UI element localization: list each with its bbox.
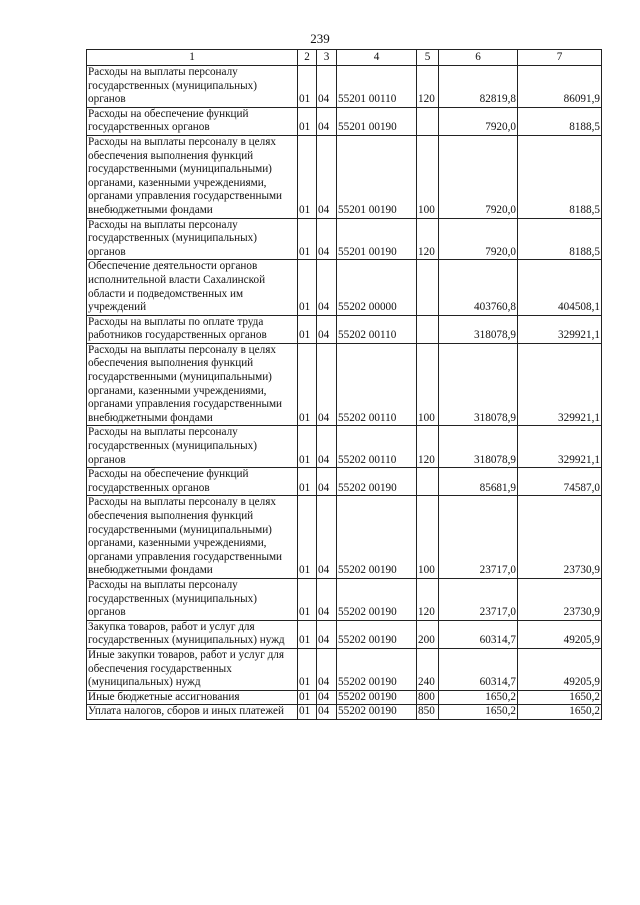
cell-section: 01 (298, 690, 317, 705)
table-body (87, 66, 602, 720)
cell-amount-year-1: 1650,2 (439, 690, 518, 705)
table-row (87, 260, 602, 315)
cell-amount-year-1: 1650,2 (439, 705, 518, 720)
cell-amount-year-1: 403760,8 (439, 260, 518, 315)
cell-amount-year-1: 7920,0 (439, 135, 518, 218)
cell-amount-year-1: 318078,9 (439, 315, 518, 343)
cell-subsection: 04 (317, 578, 337, 620)
header-row (87, 50, 602, 66)
cell-amount-year-2: 49205,9 (518, 648, 602, 690)
cell-target-article: 55202 00190 (337, 705, 417, 720)
cell-target-article: 55202 00190 (337, 690, 417, 705)
cell-amount-year-2: 329921,1 (518, 343, 602, 426)
cell-section: 01 (298, 620, 317, 648)
cell-subsection: 04 (317, 260, 337, 315)
cell-name: Иные бюджетные ассигнования (87, 690, 298, 705)
cell-subsection: 04 (317, 648, 337, 690)
cell-amount-year-1: 318078,9 (439, 426, 518, 468)
cell-subsection: 04 (317, 218, 337, 260)
cell-amount-year-1: 23717,0 (439, 578, 518, 620)
cell-amount-year-1: 82819,8 (439, 66, 518, 108)
table-row (87, 648, 602, 690)
table-row (87, 496, 602, 579)
cell-target-article: 55202 00110 (337, 315, 417, 343)
cell-amount-year-2: 86091,9 (518, 66, 602, 108)
cell-target-article: 55201 00110 (337, 66, 417, 108)
table-row (87, 468, 602, 496)
cell-name: Иные закупки товаров, работ и услуг для обеспечения государственных (муниципальных) нужд (87, 648, 298, 690)
cell-section: 01 (298, 218, 317, 260)
cell-name: Расходы на выплаты персоналу в целях обеспечения выполнения функций государственными (муниципальными) органами, казенными учреждениями, органами управления государственными внебюджетными фондами (87, 343, 298, 426)
cell-section: 01 (298, 648, 317, 690)
header-col-7: 7 (518, 50, 602, 66)
cell-name: Расходы на выплаты персоналу государственных (муниципальных) органов (87, 426, 298, 468)
table-row (87, 620, 602, 648)
cell-name: Расходы на обеспечение функций государственных органов (87, 468, 298, 496)
cell-section: 01 (298, 426, 317, 468)
cell-amount-year-2: 23730,9 (518, 578, 602, 620)
cell-amount-year-2: 1650,2 (518, 690, 602, 705)
cell-amount-year-1: 7920,0 (439, 218, 518, 260)
cell-amount-year-2: 8188,5 (518, 107, 602, 135)
cell-target-article: 55201 00190 (337, 107, 417, 135)
cell-subsection: 04 (317, 496, 337, 579)
budget-table (86, 49, 602, 720)
cell-amount-year-2: 1650,2 (518, 705, 602, 720)
cell-target-article: 55202 00190 (337, 468, 417, 496)
cell-section: 01 (298, 578, 317, 620)
cell-amount-year-2: 8188,5 (518, 218, 602, 260)
cell-target-article: 55202 00190 (337, 496, 417, 579)
cell-target-article: 55201 00190 (337, 135, 417, 218)
cell-amount-year-2: 74587,0 (518, 468, 602, 496)
page-number: 239 (310, 31, 330, 46)
cell-expense-type: 100 (417, 135, 439, 218)
cell-subsection: 04 (317, 66, 337, 108)
cell-expense-type: 100 (417, 496, 439, 579)
cell-name: Расходы на выплаты персоналу государственных (муниципальных) органов (87, 578, 298, 620)
cell-name: Расходы на выплаты персоналу в целях обеспечения выполнения функций государственными (муниципальными) органами, казенными учреждениями, органами управления государственными внебюджетными фондами (87, 496, 298, 579)
cell-amount-year-1: 23717,0 (439, 496, 518, 579)
cell-amount-year-1: 318078,9 (439, 343, 518, 426)
cell-amount-year-1: 85681,9 (439, 468, 518, 496)
header-col-6: 6 (439, 50, 518, 66)
cell-target-article: 55202 00000 (337, 260, 417, 315)
cell-amount-year-2: 329921,1 (518, 315, 602, 343)
cell-section: 01 (298, 343, 317, 426)
cell-expense-type: 800 (417, 690, 439, 705)
cell-name: Расходы на выплаты персоналу в целях обеспечения выполнения функций государственными (муниципальными) органами, казенными учреждениями, органами управления государственными внебюджетными фондами (87, 135, 298, 218)
cell-section: 01 (298, 66, 317, 108)
cell-name: Уплата налогов, сборов и иных платежей (87, 705, 298, 720)
table-row (87, 705, 602, 720)
cell-section: 01 (298, 468, 317, 496)
cell-target-article: 55202 00190 (337, 578, 417, 620)
cell-amount-year-2: 23730,9 (518, 496, 602, 579)
cell-name: Расходы на выплаты по оплате труда работников государственных органов (87, 315, 298, 343)
cell-amount-year-1: 60314,7 (439, 648, 518, 690)
cell-section: 01 (298, 705, 317, 720)
cell-subsection: 04 (317, 690, 337, 705)
cell-section: 01 (298, 496, 317, 579)
cell-subsection: 04 (317, 468, 337, 496)
cell-name: Закупка товаров, работ и услуг для государственных (муниципальных) нужд (87, 620, 298, 648)
header-col-2: 2 (298, 50, 317, 66)
table-row (87, 107, 602, 135)
cell-target-article: 55202 00110 (337, 343, 417, 426)
cell-expense-type: 120 (417, 578, 439, 620)
cell-expense-type (417, 468, 439, 496)
header-col-1: 1 (87, 50, 298, 66)
table-row (87, 66, 602, 108)
cell-expense-type: 120 (417, 66, 439, 108)
cell-expense-type (417, 107, 439, 135)
cell-amount-year-1: 60314,7 (439, 620, 518, 648)
cell-section: 01 (298, 107, 317, 135)
cell-subsection: 04 (317, 343, 337, 426)
cell-subsection: 04 (317, 705, 337, 720)
cell-name: Расходы на выплаты персоналу государственных (муниципальных) органов (87, 66, 298, 108)
cell-expense-type: 120 (417, 426, 439, 468)
cell-subsection: 04 (317, 315, 337, 343)
cell-target-article: 55202 00190 (337, 648, 417, 690)
cell-amount-year-2: 329921,1 (518, 426, 602, 468)
table-row (87, 343, 602, 426)
table-row (87, 135, 602, 218)
cell-section: 01 (298, 260, 317, 315)
cell-target-article: 55201 00190 (337, 218, 417, 260)
cell-subsection: 04 (317, 107, 337, 135)
table-row (87, 315, 602, 343)
cell-expense-type: 100 (417, 343, 439, 426)
header-col-5: 5 (417, 50, 439, 66)
cell-target-article: 55202 00110 (337, 426, 417, 468)
cell-expense-type: 850 (417, 705, 439, 720)
cell-expense-type: 120 (417, 218, 439, 260)
cell-name: Расходы на выплаты персоналу государственных (муниципальных) органов (87, 218, 298, 260)
cell-expense-type: 200 (417, 620, 439, 648)
cell-expense-type (417, 315, 439, 343)
cell-section: 01 (298, 135, 317, 218)
cell-expense-type (417, 260, 439, 315)
header-col-3: 3 (317, 50, 337, 66)
table-row (87, 218, 602, 260)
cell-amount-year-2: 49205,9 (518, 620, 602, 648)
cell-name: Обеспечение деятельности органов исполнительной власти Сахалинской области и подведомственных им учреждений (87, 260, 298, 315)
cell-subsection: 04 (317, 620, 337, 648)
cell-amount-year-2: 8188,5 (518, 135, 602, 218)
table-row (87, 690, 602, 705)
cell-target-article: 55202 00190 (337, 620, 417, 648)
cell-subsection: 04 (317, 426, 337, 468)
cell-amount-year-2: 404508,1 (518, 260, 602, 315)
cell-expense-type: 240 (417, 648, 439, 690)
table-row (87, 426, 602, 468)
cell-subsection: 04 (317, 135, 337, 218)
header-col-4: 4 (337, 50, 417, 66)
cell-section: 01 (298, 315, 317, 343)
table-row (87, 578, 602, 620)
cell-name: Расходы на обеспечение функций государственных органов (87, 107, 298, 135)
cell-amount-year-1: 7920,0 (439, 107, 518, 135)
